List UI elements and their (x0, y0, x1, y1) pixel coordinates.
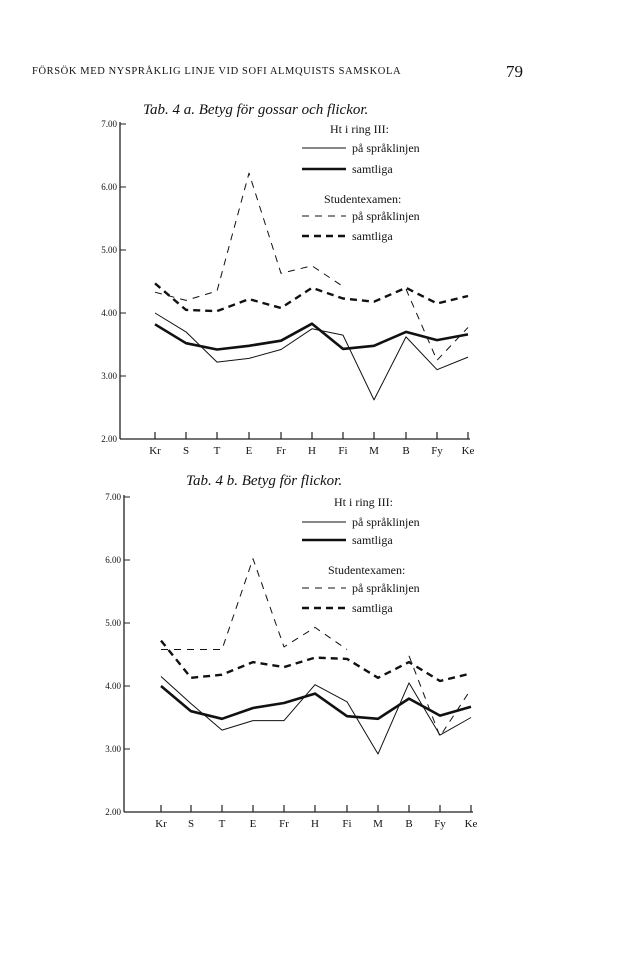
chart-b-y-tick-label: 5.00 (105, 618, 121, 628)
chart-b-x-tick-label: E (249, 818, 257, 830)
chart-a-y-tick-label: 5.00 (101, 245, 117, 255)
running-header: FÖRSÖK MED NYSPRÅKLIG LINJE VID SOFI ALMQUISTS SAMSKOLA (32, 66, 402, 77)
chart-b-x-tick-label: Fr (279, 818, 289, 830)
chart-a-x-tick-label: Ke (461, 445, 475, 457)
chart-a-legend-label-thin-solid: på språklinjen (352, 141, 420, 155)
chart-a-x-tick-label: S (182, 445, 190, 457)
chart-a-x-tick-label: Fi (338, 445, 348, 457)
chart-a-title: Tab. 4 a. Betyg för gossar och flickor. (143, 102, 369, 118)
chart-a-series-thin-solid-line (155, 313, 468, 400)
chart-a-y-tick-label: 7.00 (101, 119, 117, 129)
chart-a-x-tick-label: T (213, 445, 221, 457)
chart-a-y-tick-label: 4.00 (101, 308, 117, 318)
chart-b-x-tick-label: Fy (434, 818, 446, 830)
chart-b-series-thick-solid-line (161, 686, 471, 719)
chart-b-title: Tab. 4 b. Betyg för flickor. (186, 473, 343, 489)
chart-b-x-tick-label: S (187, 818, 195, 830)
chart-b-legend-group1-title: Ht i ring III: (334, 495, 393, 509)
chart-b-y-tick-label: 6.00 (105, 555, 121, 565)
chart-b-x-tick-label: H (311, 818, 319, 830)
chart-a-x-tick-label: E (245, 445, 253, 457)
chart-a-x-tick-label: M (369, 445, 379, 457)
chart-b-x-tick-label: Kr (155, 818, 167, 830)
chart-a-x-tick-label: Kr (149, 445, 161, 457)
chart-a-y-tick-label: 3.00 (101, 371, 117, 381)
chart-a-y-tick-label: 6.00 (101, 182, 117, 192)
chart-a-series-thick-solid-line (155, 324, 468, 350)
chart-b-y-tick-label: 7.00 (105, 492, 121, 502)
chart-b-y-tick-label: 3.00 (105, 744, 121, 754)
chart-b-x-tick-label: B (405, 818, 413, 830)
chart-b-legend-label-thick-solid: samtliga (352, 533, 393, 547)
chart-a-x-tick-label: B (402, 445, 410, 457)
chart-a-y-tick-label: 2.00 (101, 434, 117, 444)
chart-b-legend-label-thick-dashed: samtliga (352, 601, 393, 615)
chart-b-y-tick-label: 2.00 (105, 807, 121, 817)
chart-b-x-tick-label: T (218, 818, 226, 830)
chart-b-x-tick-label: M (373, 818, 383, 830)
chart-b-legend-label-thin-dashed: på språklinjen (352, 581, 420, 595)
chart-a-series-thick-dashed-line (155, 283, 468, 311)
chart-b-series-thick-dashed-line (161, 641, 471, 681)
page-number: 79 (506, 62, 523, 81)
chart-a-legend-label-thick-solid: samtliga (352, 162, 393, 176)
chart-b-x-tick-label: Fi (342, 818, 352, 830)
chart-a-legend-group2-title: Studentexamen: (324, 192, 402, 206)
chart-b-series-thin-dashed-line (161, 559, 347, 650)
chart-a-legend-group1-title: Ht i ring III: (330, 122, 389, 136)
chart-a-x-tick-label: H (308, 445, 316, 457)
chart-a-x-tick-label: Fr (276, 445, 286, 457)
chart-b-legend-group2-title: Studentexamen: (328, 563, 406, 577)
chart-b-legend-label-thin-solid: på språklinjen (352, 515, 420, 529)
chart-a-legend-label-thin-dashed: på språklinjen (352, 209, 420, 223)
chart-a-series-thin-dashed-line (406, 289, 468, 360)
chart-a-legend-label-thick-dashed: samtliga (352, 229, 393, 243)
chart-b-x-tick-label: Ke (464, 818, 478, 830)
chart-b-y-tick-label: 4.00 (105, 681, 121, 691)
chart-a-x-tick-label: Fy (431, 445, 443, 457)
